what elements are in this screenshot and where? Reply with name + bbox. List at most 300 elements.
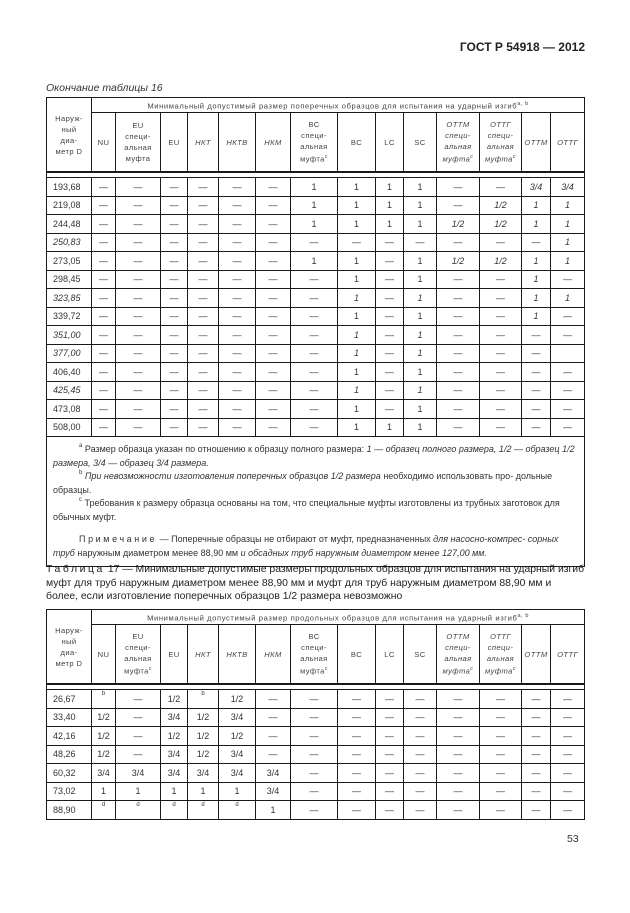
value-cell: —: [256, 270, 291, 289]
value-cell: 1: [338, 307, 376, 326]
column-header: [219, 625, 256, 685]
table17-header: [47, 610, 585, 685]
value-cell: 3/4: [188, 764, 219, 783]
value-cell: —: [256, 252, 291, 271]
value-cell: [188, 690, 219, 709]
footnote-ref: c: [512, 154, 516, 161]
value-cell: 1/2: [188, 727, 219, 746]
header-line: диа-: [60, 647, 78, 657]
footnote-ref: d: [201, 801, 205, 808]
table-row: [47, 270, 585, 289]
header-line: альная: [486, 142, 515, 152]
value-cell: —: [188, 381, 219, 400]
header-line: специ-: [301, 131, 327, 141]
value-cell: —: [291, 708, 338, 727]
header-line: муфта$^c$: [442, 666, 474, 676]
value-cell: —: [376, 270, 404, 289]
value-cell: —: [291, 270, 338, 289]
value-cell: —: [256, 178, 291, 197]
value-cell: —: [376, 400, 404, 419]
diameter-cell: 351,00: [47, 326, 92, 345]
diameter-cell: 425,45: [47, 381, 92, 400]
value-cell: —: [480, 270, 522, 289]
column-header: [161, 625, 188, 685]
value-cell: 1: [404, 400, 437, 419]
value-cell: —: [161, 363, 188, 382]
value-cell: —: [522, 727, 551, 746]
footnote-mark: c: [79, 497, 82, 503]
value-cell: —: [437, 363, 480, 382]
value-cell: 1: [404, 215, 437, 234]
value-cell: 1: [522, 270, 551, 289]
header-line: ОТТГ: [490, 120, 511, 130]
value-cell: —: [92, 400, 116, 419]
value-cell: —: [116, 708, 161, 727]
diameter-cell: 339,72: [47, 307, 92, 326]
table-row: [47, 363, 585, 382]
value-cell: —: [219, 252, 256, 271]
value-cell: —: [551, 690, 585, 709]
table-row: [47, 727, 585, 746]
footnote-ref: d: [101, 801, 106, 808]
value-cell: —: [219, 381, 256, 400]
table-row: [47, 400, 585, 419]
value-cell: —: [437, 418, 480, 437]
value-cell: —: [437, 381, 480, 400]
value-cell: —: [551, 708, 585, 727]
value-cell: —: [161, 418, 188, 437]
value-cell: 1/2: [161, 727, 188, 746]
footnote-text: Требования к размеру образца основаны на том, что специальные муфты изготовлены из трубных заготовок для обычных муфт.: [53, 498, 560, 522]
header-line: LC: [384, 649, 395, 659]
header-line: ОТТГ: [557, 649, 579, 659]
value-cell: —: [480, 764, 522, 783]
value-cell: —: [188, 196, 219, 215]
value-cell: —: [480, 326, 522, 345]
value-cell: —: [376, 690, 404, 709]
value-cell: —: [437, 326, 480, 345]
value-cell: —: [376, 344, 404, 363]
value-cell: —: [256, 418, 291, 437]
value-cell: —: [480, 708, 522, 727]
footnote-ref: d: [235, 801, 239, 808]
value-cell: —: [376, 708, 404, 727]
diameter-cell: 244,48: [47, 215, 92, 234]
value-cell: —: [404, 745, 437, 764]
value-cell: —: [161, 289, 188, 308]
value-cell: —: [404, 690, 437, 709]
value-cell: —: [161, 178, 188, 197]
note-text-italic: и обсадных труб наружным диаметром менее 127,00 мм.: [240, 547, 487, 558]
value-cell: 1: [404, 270, 437, 289]
diameter-cell: 298,45: [47, 270, 92, 289]
header-line: EU: [168, 649, 180, 659]
value-cell: —: [522, 418, 551, 437]
column-header: [480, 625, 522, 685]
value-cell: —: [376, 801, 404, 820]
value-cell: 1/2: [92, 727, 116, 746]
header-line: специ-: [487, 131, 514, 141]
value-cell: —: [480, 307, 522, 326]
column-header: [256, 625, 291, 685]
value-cell: 1: [291, 252, 338, 271]
table-row: [47, 381, 585, 400]
value-cell: 1: [376, 196, 404, 215]
value-cell: —: [522, 363, 551, 382]
diameter-cell: 273,05: [47, 252, 92, 271]
value-cell: —: [480, 178, 522, 197]
value-cell: 1/2: [188, 745, 219, 764]
value-cell: 1: [376, 215, 404, 234]
value-cell: 1: [338, 178, 376, 197]
footnote-ref: d: [136, 801, 140, 808]
header-line: альная: [300, 654, 328, 664]
value-cell: —: [291, 233, 338, 252]
value-cell: —: [376, 727, 404, 746]
value-cell: [161, 801, 188, 820]
value-cell: —: [219, 196, 256, 215]
value-cell: —: [338, 690, 376, 709]
table-row: [47, 196, 585, 215]
value-cell: 1: [291, 215, 338, 234]
value-cell: —: [256, 233, 291, 252]
value-cell: 3/4: [522, 178, 551, 197]
value-cell: —: [551, 764, 585, 783]
value-cell: [92, 801, 116, 820]
group-header: [92, 98, 585, 113]
value-cell: —: [256, 727, 291, 746]
header-line: НКТ: [195, 649, 211, 659]
diameter-cell: 48,26: [47, 745, 92, 764]
value-cell: —: [376, 307, 404, 326]
header-line: муфта$^c$: [300, 154, 328, 164]
column-header: [551, 625, 585, 685]
header-line: специ-: [487, 643, 514, 653]
table17-caption: [46, 563, 586, 604]
value-cell: 1: [404, 196, 437, 215]
header-line: LC: [384, 137, 395, 147]
header-line: НКМ: [264, 137, 282, 147]
value-cell: —: [291, 801, 338, 820]
value-cell: —: [376, 289, 404, 308]
value-cell: 1: [404, 381, 437, 400]
value-cell: —: [219, 307, 256, 326]
value-cell: —: [161, 233, 188, 252]
value-cell: 1: [256, 801, 291, 820]
diameter-cell: 33,40: [47, 708, 92, 727]
column-header: [338, 625, 376, 685]
column-header: [437, 113, 480, 173]
value-cell: 1: [338, 344, 376, 363]
value-cell: —: [480, 801, 522, 820]
value-cell: —: [256, 307, 291, 326]
value-cell: —: [92, 270, 116, 289]
value-cell: —: [92, 326, 116, 345]
header-line: BC: [350, 137, 363, 147]
value-cell: —: [437, 727, 480, 746]
header-line: метр D: [55, 146, 83, 156]
value-cell: 1: [551, 289, 585, 308]
value-cell: —: [188, 289, 219, 308]
value-cell: —: [404, 782, 437, 801]
value-cell: —: [404, 727, 437, 746]
table-row: [47, 782, 585, 801]
value-cell: 1: [291, 178, 338, 197]
value-cell: —: [116, 233, 161, 252]
note-text: наружным диаметром менее 88,90 мм: [74, 547, 241, 558]
value-cell: —: [522, 233, 551, 252]
value-cell: —: [116, 727, 161, 746]
value-cell: —: [219, 326, 256, 345]
header-line: альная: [124, 143, 152, 152]
value-cell: —: [376, 381, 404, 400]
header-line: НКМ: [264, 649, 282, 659]
value-cell: —: [551, 270, 585, 289]
header-line: специ-: [301, 643, 327, 653]
value-cell: —: [338, 233, 376, 252]
value-cell: [92, 690, 116, 709]
value-cell: 1: [338, 196, 376, 215]
group-header: [92, 610, 585, 625]
value-cell: —: [480, 344, 522, 363]
caption-label: Таблица: [46, 564, 105, 575]
value-cell: —: [161, 196, 188, 215]
header-line: специ-: [445, 131, 471, 141]
value-cell: 1: [404, 418, 437, 437]
table-row: [47, 215, 585, 234]
value-cell: —: [92, 363, 116, 382]
header-line: ОТТМ: [524, 137, 548, 147]
header-line: Наруж-: [55, 625, 83, 635]
header-line: альная: [300, 142, 328, 152]
column-header: [404, 625, 437, 685]
value-cell: —: [219, 400, 256, 419]
value-cell: 1: [376, 418, 404, 437]
header-line: метр D: [55, 658, 83, 668]
value-cell: —: [188, 307, 219, 326]
value-cell: —: [188, 418, 219, 437]
table-note: [53, 533, 576, 560]
value-cell: 1: [338, 381, 376, 400]
column-header: [116, 113, 161, 173]
header-line: ный: [61, 124, 77, 134]
footnote-ref: a, b: [517, 100, 529, 107]
value-cell: —: [92, 252, 116, 271]
header-line: НКТ: [195, 137, 211, 147]
value-cell: 1: [522, 196, 551, 215]
value-cell: —: [376, 764, 404, 783]
value-cell: —: [116, 381, 161, 400]
table16-header: [47, 98, 585, 173]
value-cell: —: [219, 215, 256, 234]
column-header: [338, 113, 376, 173]
value-cell: —: [376, 363, 404, 382]
footnote-ref: c: [470, 154, 474, 161]
value-cell: —: [92, 178, 116, 197]
column-header: [219, 113, 256, 173]
header-line: SC: [414, 137, 426, 147]
value-cell: —: [256, 708, 291, 727]
header-line: специ-: [445, 643, 471, 653]
value-cell: —: [116, 307, 161, 326]
value-cell: 1: [551, 215, 585, 234]
header-line: NU: [97, 137, 110, 147]
value-cell: 3/4: [219, 708, 256, 727]
value-cell: 1/2: [161, 690, 188, 709]
value-cell: 1: [522, 215, 551, 234]
value-cell: —: [480, 727, 522, 746]
value-cell: 1: [219, 782, 256, 801]
footnote-ref: d: [172, 801, 176, 808]
value-cell: 1/2: [219, 690, 256, 709]
table-16: [46, 97, 585, 567]
value-cell: 1: [522, 289, 551, 308]
value-cell: —: [291, 727, 338, 746]
header-line: муфта: [125, 154, 151, 163]
column-header: [437, 625, 480, 685]
value-cell: 1: [404, 344, 437, 363]
value-cell: —: [551, 381, 585, 400]
column-header: [116, 625, 161, 685]
value-cell: 1/2: [480, 196, 522, 215]
column-header: [522, 625, 551, 685]
value-cell: —: [522, 690, 551, 709]
value-cell: —: [116, 289, 161, 308]
value-cell: —: [338, 782, 376, 801]
table16-caption: Окончание таблицы 16: [46, 82, 163, 94]
value-cell: 1: [338, 418, 376, 437]
table-row: [47, 307, 585, 326]
footnote-b: [53, 470, 576, 497]
value-cell: —: [437, 782, 480, 801]
value-cell: 3/4: [92, 764, 116, 783]
value-cell: —: [437, 764, 480, 783]
value-cell: —: [116, 178, 161, 197]
header-line: EU: [168, 137, 180, 147]
footnote-ref: b: [201, 690, 205, 697]
value-cell: 1: [92, 782, 116, 801]
diameter-cell: 73,02: [47, 782, 92, 801]
header-line: BC: [350, 649, 363, 659]
value-cell: —: [376, 326, 404, 345]
table-row: [47, 745, 585, 764]
column-header: [92, 625, 116, 685]
header-line: альная: [486, 654, 515, 664]
value-cell: —: [522, 708, 551, 727]
diameter-cell: 88,90: [47, 801, 92, 820]
header-line: муфта$^c$: [300, 666, 328, 676]
table17-body: [47, 684, 585, 819]
value-cell: —: [291, 289, 338, 308]
footnote-mark: a: [79, 443, 83, 449]
value-cell: —: [116, 690, 161, 709]
value-cell: —: [437, 307, 480, 326]
column-headers: [47, 113, 585, 173]
diameter-cell: 377,00: [47, 344, 92, 363]
value-cell: —: [551, 363, 585, 382]
value-cell: —: [376, 233, 404, 252]
column-header: [551, 113, 585, 173]
value-cell: —: [291, 363, 338, 382]
table-17: [46, 609, 585, 820]
value-cell: 1: [188, 782, 219, 801]
value-cell: —: [188, 400, 219, 419]
value-cell: —: [256, 289, 291, 308]
value-cell: —: [437, 708, 480, 727]
value-cell: —: [161, 381, 188, 400]
column-header: [376, 113, 404, 173]
value-cell: 1: [522, 252, 551, 271]
value-cell: 1: [116, 782, 161, 801]
value-cell: —: [161, 252, 188, 271]
value-cell: 1/2: [188, 708, 219, 727]
value-cell: —: [92, 215, 116, 234]
value-cell: —: [256, 745, 291, 764]
value-cell: [551, 344, 585, 363]
header-line: SC: [414, 649, 426, 659]
footnote-c: [53, 497, 576, 524]
column-header: [256, 113, 291, 173]
caption-text: 17 — Минимальные допустимые размеры продольных образцов для испытания на ударный изгиб муфт для труб наружным диаметром менее 88,90 мм и муфт для труб наружным диаметром 88,90 мм и более, если изготовление поперечных образцов 1/2 размера невозможно: [46, 564, 585, 602]
column-header: [522, 113, 551, 173]
header-line: BC: [308, 632, 320, 642]
value-cell: —: [161, 326, 188, 345]
group-header-text: Минимальный допустимый размер поперечных образцов для испытания на ударный изгиб: [147, 101, 518, 111]
column-headers: [47, 625, 585, 685]
value-cell: 1: [404, 307, 437, 326]
value-cell: 1/2: [480, 215, 522, 234]
value-cell: —: [291, 764, 338, 783]
header-line: ный: [61, 636, 77, 646]
value-cell: —: [480, 289, 522, 308]
footnote-ref: a, b: [517, 612, 530, 619]
footnote-text: необходимо использовать про- дольные образцы.: [53, 471, 553, 495]
column-header: [92, 113, 116, 173]
value-cell: 1/2: [437, 215, 480, 234]
value-cell: —: [256, 363, 291, 382]
footnote-ref: c: [512, 666, 516, 673]
value-cell: —: [522, 745, 551, 764]
value-cell: —: [480, 690, 522, 709]
value-cell: 3/4: [219, 764, 256, 783]
value-cell: 1: [522, 307, 551, 326]
value-cell: 1: [551, 233, 585, 252]
diameter-cell: 193,68: [47, 178, 92, 197]
header-line: EU: [132, 121, 144, 130]
value-cell: —: [480, 418, 522, 437]
value-cell: —: [551, 418, 585, 437]
value-cell: —: [219, 270, 256, 289]
value-cell: —: [522, 782, 551, 801]
value-cell: 1: [338, 252, 376, 271]
header-line: муфта$^c$: [124, 666, 152, 676]
column-header: [291, 113, 338, 173]
value-cell: —: [551, 400, 585, 419]
value-cell: —: [437, 801, 480, 820]
value-cell: 1: [338, 270, 376, 289]
value-cell: —: [338, 764, 376, 783]
value-cell: 1: [404, 326, 437, 345]
table-row: [47, 289, 585, 308]
header-line: EU: [132, 632, 144, 642]
column-header: [376, 625, 404, 685]
value-cell: —: [256, 326, 291, 345]
table-row: [47, 252, 585, 271]
table-row: [47, 326, 585, 345]
value-cell: —: [188, 233, 219, 252]
value-cell: —: [256, 400, 291, 419]
value-cell: —: [116, 326, 161, 345]
